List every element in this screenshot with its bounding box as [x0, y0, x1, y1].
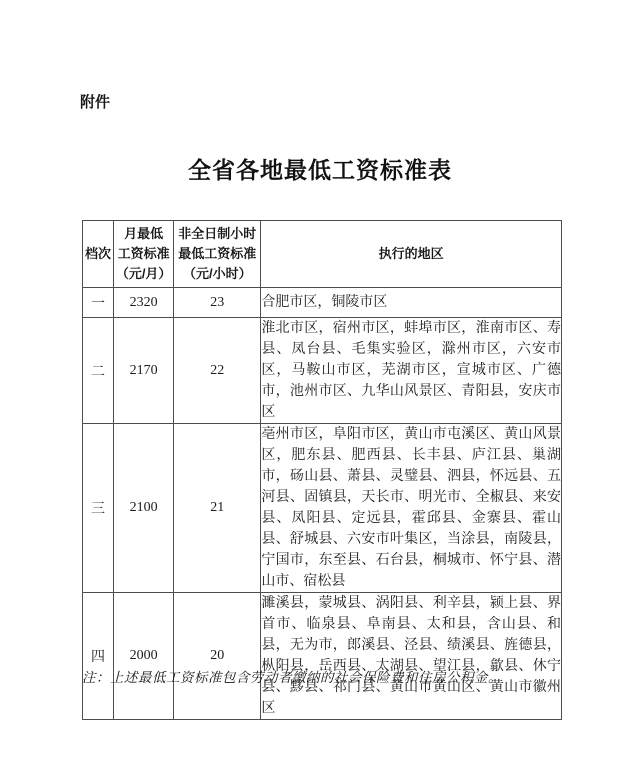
header-hourly-line-3: （元/小时） [182, 266, 252, 281]
regions-cell: 濉溪县，蒙城县、涡阳县、利辛县，颍上县、界首市、临泉县、阜南县、太和县，含山县、和县，无为市，郎溪县、泾县、绩溪县、旌德县，枞阳县，岳西县、太湖县、望江县，歙县、休宁县、黟县、祁门县、黄山市黄山区、黄山市徽州区 [261, 593, 562, 720]
minimum-wage-table [82, 220, 562, 720]
header-monthly-line-3: （元/月） [115, 266, 172, 281]
header-level [83, 221, 114, 288]
header-monthly-wage [114, 221, 174, 288]
header-level-label: 档次 [85, 246, 112, 261]
monthly-wage-cell: 2000 [114, 593, 174, 720]
table-row [83, 288, 562, 318]
regions-cell: 合肥市区，铜陵市区 [261, 288, 562, 318]
header-monthly-line-1: 月最低 [124, 226, 164, 241]
header-regions [261, 221, 562, 288]
table-row [83, 318, 562, 424]
page-title: 全省各地最低工资标准表 [188, 158, 452, 183]
hourly-wage-cell: 21 [174, 424, 261, 593]
level-cell: 二 [83, 318, 114, 424]
footnote: 注：上述最低工资标准包含劳动者缴纳的社会保险费和住房公积金。 [82, 670, 502, 685]
regions-cell: 淮北市区，宿州市区，蚌埠市区，淮南市区、寿县、凤台县、毛集实验区，滁州市区，六安市区，马鞍山市区，芜湖市区，宣城市区、广德市，池州市区、九华山风景区、青阳县，安庆市区 [261, 318, 562, 424]
header-regions-label: 执行的地区 [378, 246, 444, 261]
attachment-label: 附件 [80, 94, 111, 111]
table-row [83, 424, 562, 593]
table-header-row [83, 221, 562, 288]
header-monthly-line-2: 工资标准 [117, 246, 170, 261]
monthly-wage-cell: 2170 [114, 318, 174, 424]
header-hourly-wage [174, 221, 261, 288]
regions-cell: 亳州市区，阜阳市区，黄山市屯溪区、黄山风景区，肥东县、肥西县、长丰县、庐江县、巢湖市，砀山县、萧县、灵璧县、泗县，怀远县、五河县、固镇县，天长市、明光市、全椒县、来安县、凤阳县、定远县，霍邱县、金寨县、霍山县、舒城县、六安市叶集区，当涂县，南陵县，宁国市，东至县、石台县，桐城市、怀宁县、潜山市、宿松县 [261, 424, 562, 593]
level-cell: 四 [83, 593, 114, 720]
table-row [83, 593, 562, 720]
header-hourly-line-2: 最低工资标准 [178, 246, 257, 261]
monthly-wage-cell: 2100 [114, 424, 174, 593]
monthly-wage-cell: 2320 [114, 288, 174, 318]
header-hourly-line-1: 非全日制小时 [178, 226, 257, 241]
level-cell: 一 [83, 288, 114, 318]
hourly-wage-cell: 20 [174, 593, 261, 720]
hourly-wage-cell: 23 [174, 288, 261, 318]
level-cell: 三 [83, 424, 114, 593]
hourly-wage-cell: 22 [174, 318, 261, 424]
